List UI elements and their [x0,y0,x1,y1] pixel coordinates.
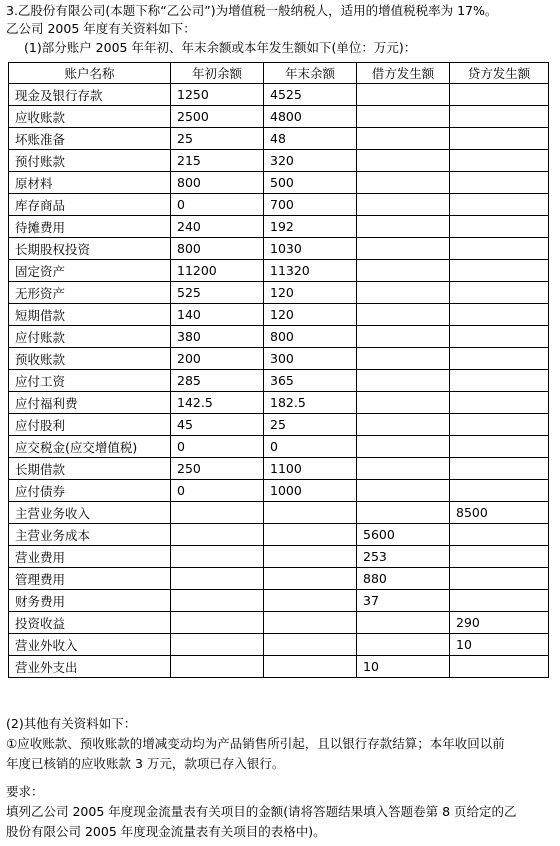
table-row [9,370,549,392]
debit-amount-cell [357,414,450,436]
debit-amount-cell [357,612,450,634]
table-row [9,414,549,436]
table-caption: (1)部分账户 2005 年年初、年末余额或本年发生额如下(单位：万元)： [24,40,417,55]
opening-balance-cell: 0 [171,480,264,502]
header-debit-amount: 借方发生额 [357,63,450,84]
table-row [9,480,549,502]
closing-balance-cell: 1030 [264,238,357,260]
opening-balance-cell: 0 [171,194,264,216]
account-name-cell: 应付福利费 [9,392,171,414]
credit-amount-cell [450,260,549,282]
debit-amount-cell [357,480,450,502]
account-name-cell: 主营业务收入 [9,502,171,524]
table-row [9,458,549,480]
opening-balance-cell [171,634,264,656]
table-row [9,84,549,106]
opening-balance-cell: 200 [171,348,264,370]
credit-amount-cell [450,590,549,612]
debit-amount-cell: 253 [357,546,450,568]
table-row [9,502,549,524]
debit-amount-cell [357,128,450,150]
opening-balance-cell: 142.5 [171,392,264,414]
credit-amount-cell: 290 [450,612,549,634]
opening-balance-cell [171,546,264,568]
requirement-line-2: 股份有限公司 2005 年度现金流量表有关项目的表格中)。 [6,824,326,839]
account-name-cell: 原材料 [9,172,171,194]
debit-amount-cell: 37 [357,590,450,612]
table-row [9,524,549,546]
account-name-cell: 投资收益 [9,612,171,634]
table-row [9,172,549,194]
debit-amount-cell [357,84,450,106]
opening-balance-cell: 525 [171,282,264,304]
credit-amount-cell [450,282,549,304]
closing-balance-cell: 800 [264,326,357,348]
data-intro: 乙公司 2005 年度有关资料如下： [6,21,196,36]
debit-amount-cell [357,392,450,414]
opening-balance-cell: 380 [171,326,264,348]
debit-amount-cell: 5600 [357,524,450,546]
account-name-cell: 短期借款 [9,304,171,326]
closing-balance-cell: 120 [264,282,357,304]
credit-amount-cell [450,546,549,568]
closing-balance-cell [264,546,357,568]
table-row [9,128,549,150]
table-row [9,392,549,414]
account-name-cell: 主营业务成本 [9,524,171,546]
header-credit-amount: 贷方发生额 [450,63,549,84]
credit-amount-cell [450,216,549,238]
closing-balance-cell: 120 [264,304,357,326]
question-intro: 3.乙股份有限公司(本题下称“乙公司”)为增值税一般纳税人，适用的增值税税率为 17%。 [6,3,498,18]
account-name-cell: 应付工资 [9,370,171,392]
table-row [9,348,549,370]
opening-balance-cell [171,502,264,524]
closing-balance-cell: 11320 [264,260,357,282]
opening-balance-cell: 45 [171,414,264,436]
requirement-title: 要求： [6,784,44,799]
closing-balance-cell [264,612,357,634]
requirement-line-1: 填列乙公司 2005 年度现金流量表有关项目的金额(请将答题结果填入答题卷第 8 页给定的乙 [6,804,517,819]
debit-amount-cell [357,370,450,392]
debit-amount-cell [357,458,450,480]
credit-amount-cell [450,656,549,678]
closing-balance-cell: 192 [264,216,357,238]
credit-amount-cell [450,568,549,590]
account-name-cell: 管理费用 [9,568,171,590]
closing-balance-cell: 4525 [264,84,357,106]
opening-balance-cell: 285 [171,370,264,392]
table-header-row [9,63,549,84]
header-account-name: 账户名称 [9,63,171,84]
closing-balance-cell: 0 [264,436,357,458]
debit-amount-cell: 10 [357,656,450,678]
closing-balance-cell: 365 [264,370,357,392]
credit-amount-cell [450,128,549,150]
account-name-cell: 长期股权投资 [9,238,171,260]
closing-balance-cell [264,656,357,678]
debit-amount-cell [357,106,450,128]
debit-amount-cell [357,282,450,304]
closing-balance-cell: 4800 [264,106,357,128]
credit-amount-cell [450,194,549,216]
table-row [9,546,549,568]
opening-balance-cell: 800 [171,238,264,260]
account-name-cell: 应交税金(应交增值税) [9,436,171,458]
debit-amount-cell: 880 [357,568,450,590]
account-name-cell: 营业外收入 [9,634,171,656]
closing-balance-cell: 320 [264,150,357,172]
note-line-1: ①应收账款、预收账款的增减变动均为产品销售所引起，且以银行存款结算；本年收回以前 [6,736,505,751]
closing-balance-cell: 25 [264,414,357,436]
debit-amount-cell [357,436,450,458]
opening-balance-cell [171,524,264,546]
closing-balance-cell: 500 [264,172,357,194]
credit-amount-cell [450,106,549,128]
credit-amount-cell [450,458,549,480]
debit-amount-cell [357,634,450,656]
account-name-cell: 营业费用 [9,546,171,568]
closing-balance-cell: 1100 [264,458,357,480]
account-name-cell: 库存商品 [9,194,171,216]
opening-balance-cell: 25 [171,128,264,150]
header-closing-balance: 年末余额 [264,63,357,84]
debit-amount-cell [357,326,450,348]
debit-amount-cell [357,260,450,282]
opening-balance-cell [171,612,264,634]
account-name-cell: 待摊费用 [9,216,171,238]
account-name-cell: 坏账准备 [9,128,171,150]
account-name-cell: 应付债券 [9,480,171,502]
closing-balance-cell: 182.5 [264,392,357,414]
debit-amount-cell [357,238,450,260]
opening-balance-cell: 0 [171,436,264,458]
account-name-cell: 应付股利 [9,414,171,436]
credit-amount-cell [450,414,549,436]
credit-amount-cell: 10 [450,634,549,656]
table-row [9,634,549,656]
other-info-title: (2)其他有关资料如下： [6,716,137,731]
closing-balance-cell: 300 [264,348,357,370]
table-row [9,568,549,590]
account-name-cell: 预收账款 [9,348,171,370]
header-opening-balance: 年初余额 [171,63,264,84]
table-row [9,150,549,172]
account-name-cell: 固定资产 [9,260,171,282]
credit-amount-cell [450,480,549,502]
opening-balance-cell [171,568,264,590]
credit-amount-cell [450,348,549,370]
account-name-cell: 无形资产 [9,282,171,304]
debit-amount-cell [357,150,450,172]
account-name-cell: 财务费用 [9,590,171,612]
table-row [9,590,549,612]
opening-balance-cell: 1250 [171,84,264,106]
opening-balance-cell [171,656,264,678]
credit-amount-cell [450,326,549,348]
account-name-cell: 应收账款 [9,106,171,128]
opening-balance-cell: 250 [171,458,264,480]
table-row [9,326,549,348]
account-name-cell: 现金及银行存款 [9,84,171,106]
opening-balance-cell: 215 [171,150,264,172]
opening-balance-cell: 800 [171,172,264,194]
credit-amount-cell: 8500 [450,502,549,524]
credit-amount-cell [450,392,549,414]
closing-balance-cell [264,590,357,612]
closing-balance-cell [264,524,357,546]
closing-balance-cell: 1000 [264,480,357,502]
debit-amount-cell [357,502,450,524]
credit-amount-cell [450,524,549,546]
account-name-cell: 营业外支出 [9,656,171,678]
debit-amount-cell [357,172,450,194]
credit-amount-cell [450,150,549,172]
opening-balance-cell: 140 [171,304,264,326]
table-row [9,260,549,282]
account-name-cell: 应付账款 [9,326,171,348]
credit-amount-cell [450,238,549,260]
debit-amount-cell [357,348,450,370]
closing-balance-cell [264,502,357,524]
account-name-cell: 长期借款 [9,458,171,480]
debit-amount-cell [357,194,450,216]
table-row [9,238,549,260]
closing-balance-cell [264,634,357,656]
credit-amount-cell [450,84,549,106]
closing-balance-cell: 48 [264,128,357,150]
table-row [9,656,549,678]
opening-balance-cell: 240 [171,216,264,238]
table-row [9,216,549,238]
account-balance-table [8,62,549,678]
closing-balance-cell [264,568,357,590]
table-body [9,84,549,678]
opening-balance-cell [171,590,264,612]
table-row [9,612,549,634]
opening-balance-cell: 2500 [171,106,264,128]
table-row [9,194,549,216]
credit-amount-cell [450,436,549,458]
note-line-2: 年度已核销的应收账款 3 万元，款项已存入银行。 [6,756,285,771]
credit-amount-cell [450,304,549,326]
closing-balance-cell: 700 [264,194,357,216]
credit-amount-cell [450,172,549,194]
table-row [9,106,549,128]
debit-amount-cell [357,304,450,326]
table-row [9,436,549,458]
table-row [9,304,549,326]
table-row [9,282,549,304]
credit-amount-cell [450,370,549,392]
opening-balance-cell: 11200 [171,260,264,282]
debit-amount-cell [357,216,450,238]
account-name-cell: 预付账款 [9,150,171,172]
